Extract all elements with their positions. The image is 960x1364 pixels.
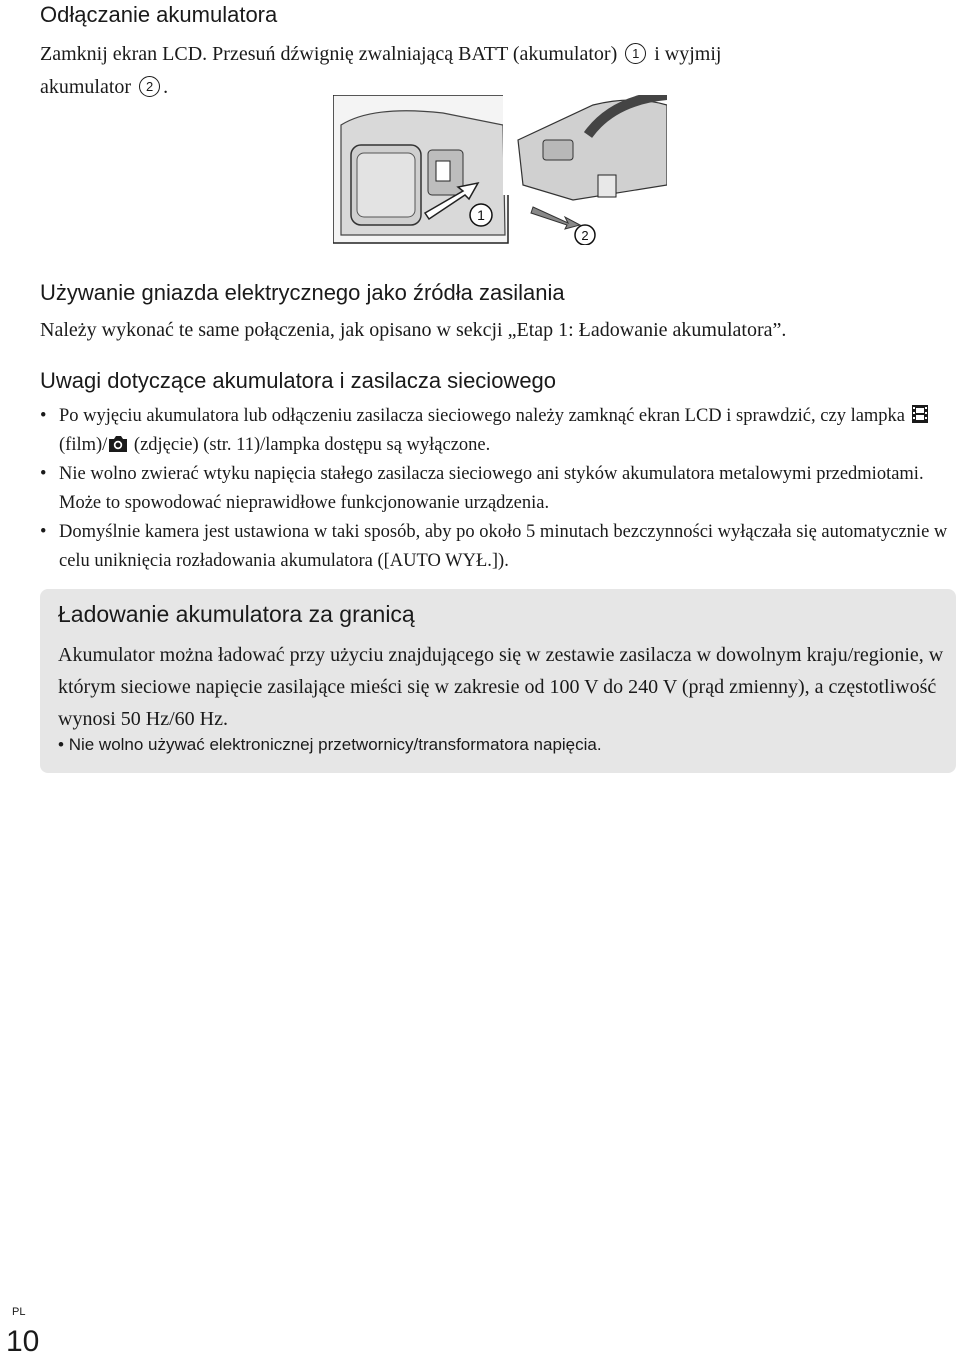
- heading-wall-outlet: Używanie gniazda elektrycznego jako źródła zasilania: [40, 280, 565, 305]
- disconnect-text-c: akumulator: [40, 76, 132, 98]
- abroad-text: Akumulator można ładować przy użyciu znajdującego się w zestawie zasilacza w dowolnym kraju/regionie, w którym sieciowe napięcie zasilające mieści się w zakresie od 100 V do 240 V (prąd zmienny), a częstotliwość wynosi 50 Hz/60 Hz.: [58, 644, 944, 730]
- marker-2: 2: [139, 76, 160, 97]
- note3-text: Domyślnie kamera jest ustawiona w taki sposób, aby po około 5 minutach bezczynności wyłączała się automatycznie w celu uniknięcia rozładowania akumulatora ([AUTO WYŁ.]).: [59, 522, 948, 571]
- notes-list: [40, 402, 952, 576]
- disconnect-text-d: .: [163, 76, 169, 98]
- page-language: PL: [12, 1306, 26, 1318]
- note1-text-a: Po wyjęciu akumulatora lub odłączeniu zasilacza sieciowego należy zamknąć ekran LCD i sprawdzić, czy lampka: [59, 406, 906, 426]
- note1-text-c: (zdjęcie) (str. 11)/lampka dostępu są wyłączone.: [133, 435, 491, 455]
- list-item: [40, 402, 952, 460]
- camera-icon: [107, 435, 129, 453]
- wall-outlet-text: Należy wykonać te same połączenia, jak opisano w sekcji „Etap 1: Ładowanie akumulatora”.: [40, 319, 787, 341]
- illustration-label-2: 2: [581, 228, 589, 243]
- note1-text-b: (film)/: [59, 435, 108, 455]
- film-icon: [910, 404, 930, 424]
- illustration-label-1: 1: [477, 207, 485, 223]
- abroad-bullet-text: Nie wolno używać elektronicznej przetwornicy/transformatora napięcia.: [68, 735, 602, 754]
- list-item: [40, 460, 952, 518]
- page-number: 10: [6, 1325, 40, 1358]
- info-box-abroad: [40, 589, 956, 773]
- heading-disconnect: Odłączanie akumulatora: [40, 2, 278, 27]
- battery-removal-illustration: [333, 95, 667, 245]
- disconnect-text-b: i wyjmij: [654, 43, 722, 65]
- disconnect-text-a: Zamknij ekran LCD. Przesuń dźwignię zwalniającą BATT (akumulator): [40, 43, 618, 65]
- abroad-bullet: • Nie wolno używać elektronicznej przetwornicy/transformatora napięcia.: [58, 735, 602, 754]
- heading-abroad: Ładowanie akumulatora za granicą: [58, 601, 415, 627]
- marker-1: 1: [625, 43, 646, 64]
- note2-text: Nie wolno zwierać wtyku napięcia stałego zasilacza sieciowego ani styków akumulatora metalowymi przedmiotami. Może to spowodować nieprawidłowe funkcjonowanie urządzenia.: [59, 464, 924, 513]
- list-item: [40, 518, 952, 576]
- heading-notes: Uwagi dotyczące akumulatora i zasilacza sieciowego: [40, 368, 557, 393]
